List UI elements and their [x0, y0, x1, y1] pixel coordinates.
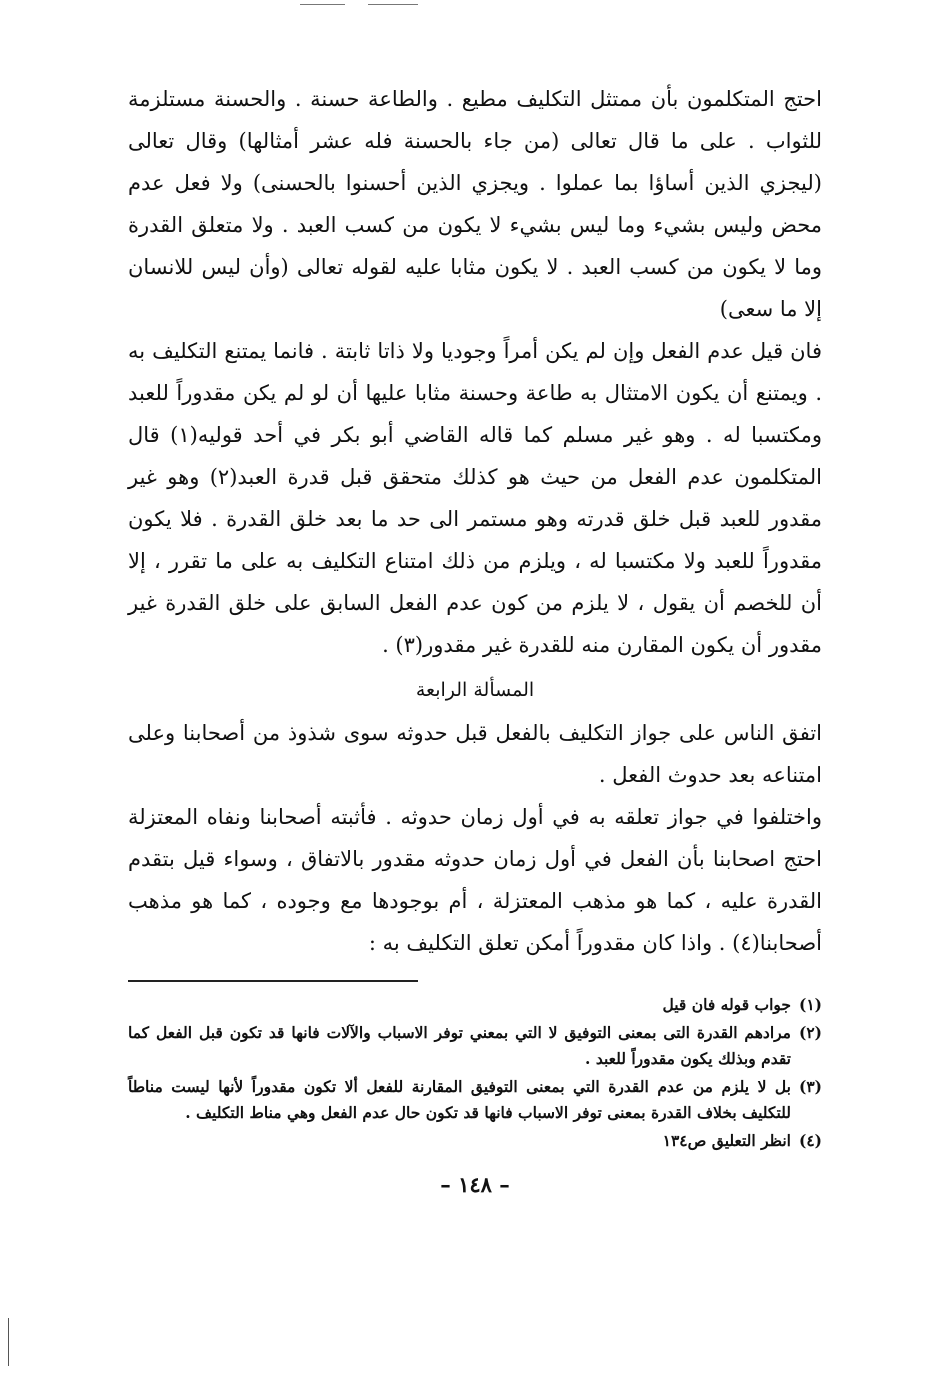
footnote-text: مرادهم القدرة التى بمعنى التوفيق لا التي بمعني توفر الاسباب والآلات فانها قد تكون قبل الفعل كما تقدم وبذلك يكون مقدوراً للعبد .	[128, 1023, 791, 1068]
scan-edge-line	[8, 1318, 9, 1366]
paragraph-4: واختلفوا في جواز تعلقه به في أول زمان حدوثه . فأثبته أصحابنا ونفاه المعتزلة احتج اصحابنا بأن الفعل في أول زمان حدوثه مقدور بالاتفاق ، وسواء قيل بتقدم القدرة عليه ، كما هو مذهب المعتزلة ، أم بوجودها مع وجوده ، كما هو مذهب أصحابنا(٤) . واذا كان مقدوراً أمكن تعلق التكليف به :	[128, 805, 822, 955]
footnote-text: انظر التعليق ص١٣٤	[662, 1131, 791, 1150]
footnote-number: (٣)	[798, 1077, 822, 1096]
page-number: – ١٤٨ –	[440, 1172, 510, 1197]
document-page	[128, 78, 822, 1197]
section-heading: المسألة الرابعة	[415, 679, 535, 701]
footnote-text: جواب قوله فان قيل	[662, 995, 791, 1014]
paragraph-3: اتفق الناس على جواز التكليف بالفعل قبل حدوثه سوى شذوذ من أصحابنا وعلى امتناعه بعد حدوث الفعل .	[128, 721, 822, 787]
footnote-3	[128, 1074, 822, 1126]
footnote-2	[128, 1020, 822, 1072]
footnote-number: (١)	[798, 995, 822, 1014]
footnote-separator	[128, 980, 418, 982]
paragraph-2: فان قيل عدم الفعل وإن لم يكن أمراً وجوديا ولا ذاتا ثابتة . فانما يمتنع التكليف به . ويمتنع أن يكون الامتثال به طاعة وحسنة مثابا عليها أن لو لم يكن مقدوراً للعبد ومكتسبا له . وهو غير مسلم كما قاله القاضي أبو بكر في أحد قوليه(١) قال المتكلمون عدم الفعل من حيث هو كذلك متحقق قبل قدرة العبد(٢) وهو غير مقدور للعبد قبل خلق قدرته وهو مستمر الى حد ما بعد خلق القدرة . فلا يكون مقدوراً للعبد ولا مكتسبا له ، ويلزم من ذلك امتناع التكليف به على ما تقرر ، إلا أن للخصم أن يقول ، لا يلزم من كون عدم الفعل السابق على خلق القدرة غير مقدور أن يكون المقارن منه للقدرة غير مقدور(٣) .	[128, 339, 822, 657]
footnote-text: بل لا يلزم من عدم القدرة التي بمعنى التوفيق المقارنة للفعل ألا تكون مقدوراً لأنها ليست مناطاً للتكليف بخلاف القدرة بمعنى توفر الاسباب فانها قد تكون حال عدم الفعل وهي مناط التكليف .	[128, 1077, 791, 1122]
footnote-number: (٢)	[798, 1023, 822, 1042]
scan-mark-right	[368, 4, 418, 5]
scan-mark-left	[300, 4, 345, 5]
footnote-number: (٤)	[798, 1131, 822, 1150]
footnote-4	[128, 1128, 822, 1154]
footnote-1	[128, 992, 822, 1018]
paragraph-1: احتج المتكلمون بأن ممتثل التكليف مطيع . والطاعة حسنة . والحسنة مستلزمة للثواب . على ما قال تعالى (من جاء بالحسنة فله عشر أمثالها) وقال تعالى (ليجزي الذين أساؤا بما عملوا . ويجزي الذين أحسنوا بالحسنى) ولا فعل عدم محض وليس بشيء وما ليس بشيء لا يكون من كسب العبد . ولا متعلق القدرة وما لا يكون من كسب العبد . لا يكون مثابا عليه لقوله تعالى (وأن ليس للانسان إلا ما سعى)	[128, 87, 822, 321]
footnotes	[128, 992, 822, 1154]
